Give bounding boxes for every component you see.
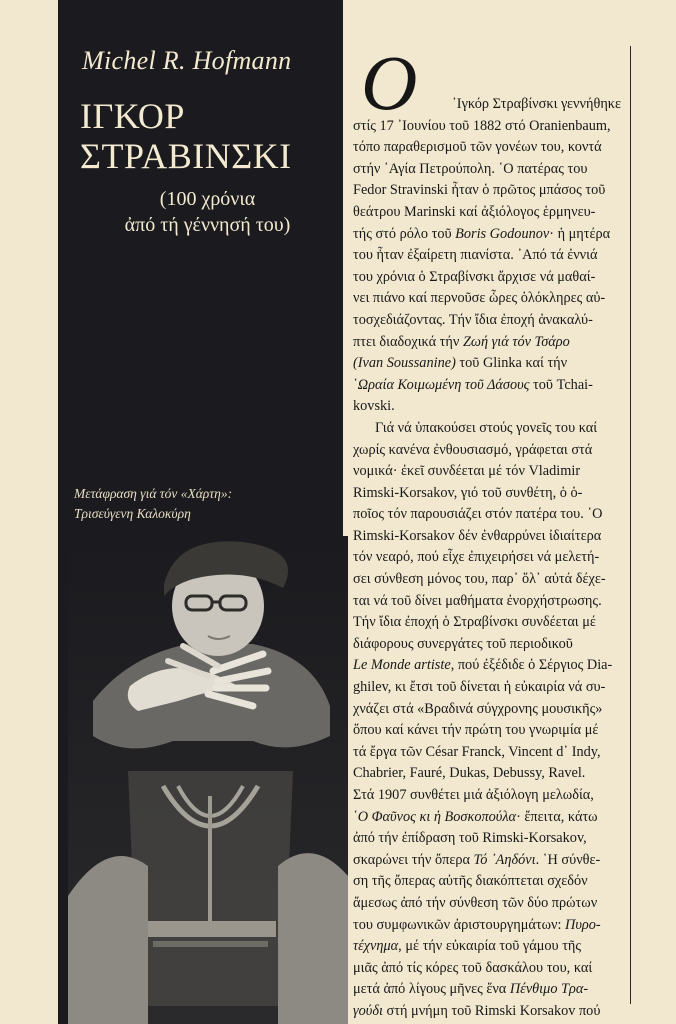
subtitle-line-2: ἀπό τή γέννησή του) [124,214,291,236]
column-rule [630,46,631,1004]
author-name: Michel R. Hofmann [82,46,292,75]
article-title [80,96,292,176]
article-text [353,39,621,1023]
translation-line-1: Μετάφραση γιά τόν «Χάρτη»: [74,486,233,501]
paragraph-1: ᾽Ιγκόρ Στραβίνσκι γεννήθηκε στίς 17 ᾽Ιουνίου τοῦ 1882 στό Oranienbaum, τόπο παραθερισμοῦ τῶν γονέων του, κοντά στήν ῾Αγία Πετρούπολη. ῾Ο πατέρας του Fedor Stravinski ἦταν ὁ πρῶτος μπάσος τοῦ θεάτρου Marinski καί ἀξιόλογος ἑρμηνευ- τής στό ρόλο τοῦ Boris Godounov· ἡ μητέρα του ἦταν ἐξαίρετη πιανίστα. ᾽Από τά ἐννιά του χρόνια ὁ Στραβίνσκι ἄρχισε νά μαθαί- νει πιάνο καί περνοῦσε ὧρες ὁλόκληρες αὐ- τοσχεδιάζοντας. Τήν ἴδια ἐποχή ἀνακαλύ- πτει διαδοχικά τήν Ζωή γιά τόν Τσάρο (Ivan Soussanine) τοῦ Glinka καί τήν ῾Ωραία Κοιμωμένη τοῦ Δάσους τοῦ Tchai- kovski. [353,96,621,415]
title-line-1: ΙΓΚΟΡ [80,96,185,136]
stravinsky-photo [68,536,348,1024]
title-panel [58,0,343,1024]
paragraph-2: Γιά νά ὑπακούσει στούς γονεῖς του καί χωρίς κανένα ἐνθουσιασμό, γράφεται στά νομικά· ἐκεῖ συνδέεται μέ τόν Vladimir Rimski-Korsakov, γιό τοῦ συνθέτη, ὁ ὁ- ποῖος τόν παρουσιάζει στόν πατέρα του. ῾Ο Rimski-Korsakov δέν ἐνθαρρύνει ἰδιαίτερα τόν νεαρό, πού εἶχε ἐπιχειρήσει νά μελετή- σει σύνθεση μόνος του, παρ᾽ ὅλ᾽ αὐτά δέχε- ται νά τοῦ δίνει μαθήματα ἐνορχήστρωσης. Τήν ἴδια ἐποχή ὁ Στραβίνσκι συνδέεται μέ διάφορους συνεργάτες τοῦ περιοδικοῦ Le Monde artiste, πού ἐξέδιδε ὁ Σέργιος Dia- ghilev, κι ἔτσι τοῦ δίνεται ἡ εὐκαιρία νά συ- χνάζει στά «Βραδινά σύγχρονης μουσικῆς» ὅπου καί κάνει τήν πρώτη του γνωριμία μέ τά ἔργα τῶν César Franck, Vincent d᾽ Indy, Chabrier, Fauré, Dukas, Debussy, Ravel. Στά 1907 συνθέτει μιά ἀξιόλογη μελωδία, ῾Ο Φαῦνος κι ἡ Βοσκοπούλα· ἔπειτα, κάτω ἀπό τήν ἐπίδραση τοῦ Rimski-Korsakov, σκαρώνει τήν ὄπερα Τό ᾽Αηδόνι. ῾Η σύνθε- ση τῆς ὄπερας αὐτῆς διακόπτεται σχεδόν ἄμεσως ἀπό τήν σύνθεση τῶν δύο πρώτων του συμφωνικῶν ἀριστουργημάτων: Πυρο- τέχνημα, μέ τήν εὐκαιρία τοῦ γάμου τῆς μιᾶς ἀπό τίς κόρες τοῦ δασκάλου του, καί μετά ἀπό λίγους μῆνες ἕνα Πένθιμο Τρα- γούδι στή μνήμη τοῦ Rimski Korsakov πού [353,419,613,1019]
drop-cap: Ο [361,39,418,126]
title-line-2: ΣΤΡΑΒΙΝΣΚΙ [80,136,292,176]
subtitle-line-1: (100 χρόνια [159,188,256,210]
portrait-illustration [68,536,348,1024]
article-subtitle [80,186,335,238]
translation-credit [74,484,339,524]
translation-line-2: Τρισεύγενη Καλοκύρη [74,506,191,521]
article-body [353,39,621,1023]
